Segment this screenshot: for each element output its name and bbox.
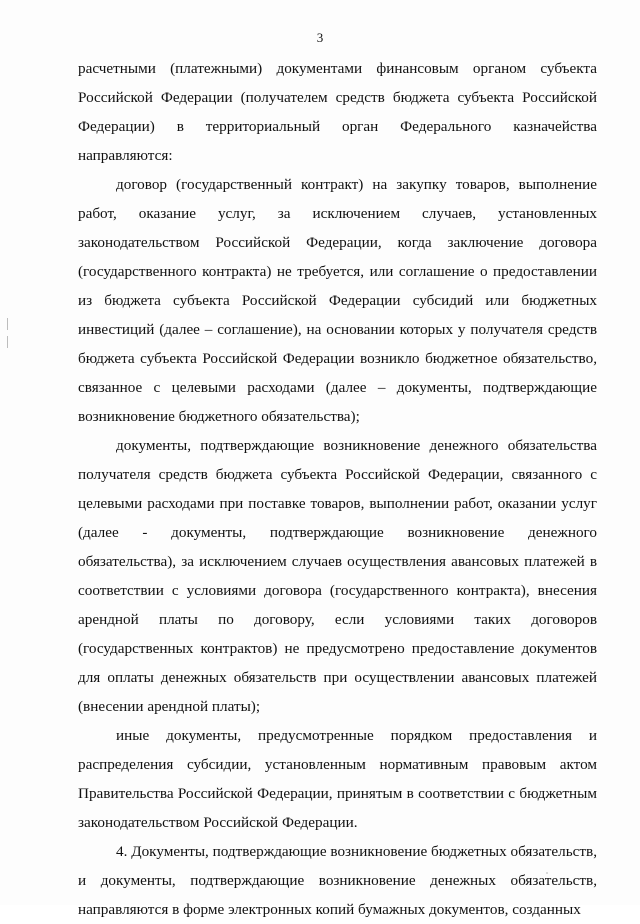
document-body: [78, 54, 597, 924]
paragraph-other-documents: иные документы, предусмотренные порядком предоставления и распределения субсидии, установленным нормативным правовым актом Правительства Российской Федерации, принятым в соответствии с бюджетным законодательством Российской Федерации.: [78, 727, 597, 831]
paragraph-contract: договор (государственный контракт) на закупку товаров, выполнение работ, оказание услуг, за исключением случаев, установленных законодательством Российской Федерации, когда заключение договора (государственного контракта) не требуется, или соглашение о предоставлении из бюджета субъекта Российской Федерации субсидий или бюджетных инвестиций (далее – соглашение), на основании которых у получателя средств бюджета субъекта Российской Федерации возникло бюджетное обязательство, связанное с целевыми расходами (далее – документы, подтверждающие возникновение бюджетного обязательства);: [78, 176, 597, 425]
scan-margin-mark: [7, 336, 8, 348]
paragraph-monetary-obligation: документы, подтверждающие возникновение денежного обязательства получателя средств бюджета субъекта Российской Федерации, связанного с целевыми расходами при поставке товаров, выполнении работ, оказании услуг (далее - документы, подтверждающие возникновение денежного обязательства), за исключением случаев осуществления авансовых платежей в соответствии с условиями договора (государственного контракта), внесения арендной платы по договору, если условиями таких договоров (государственных контрактов) не предусмотрено предоставление документов для оплаты денежных обязательств при осуществлении авансовых платежей (внесении арендной платы);: [78, 437, 597, 715]
paragraph-item-4: 4. Документы, подтверждающие возникновение бюджетных обязательств, и документы, подтверждающие возникновение денежных обязательств, направляются в форме электронных копий бумажных документов, созданных: [78, 843, 597, 918]
page-number: 3: [316, 30, 324, 45]
scan-margin-mark: [7, 318, 8, 330]
paragraph-continuation: расчетными (платежными) документами финансовым органом субъекта Российской Федерации (получателем средств бюджета субъекта Российской Федерации) в территориальный орган Федерального казначейства направляются:: [78, 60, 597, 164]
